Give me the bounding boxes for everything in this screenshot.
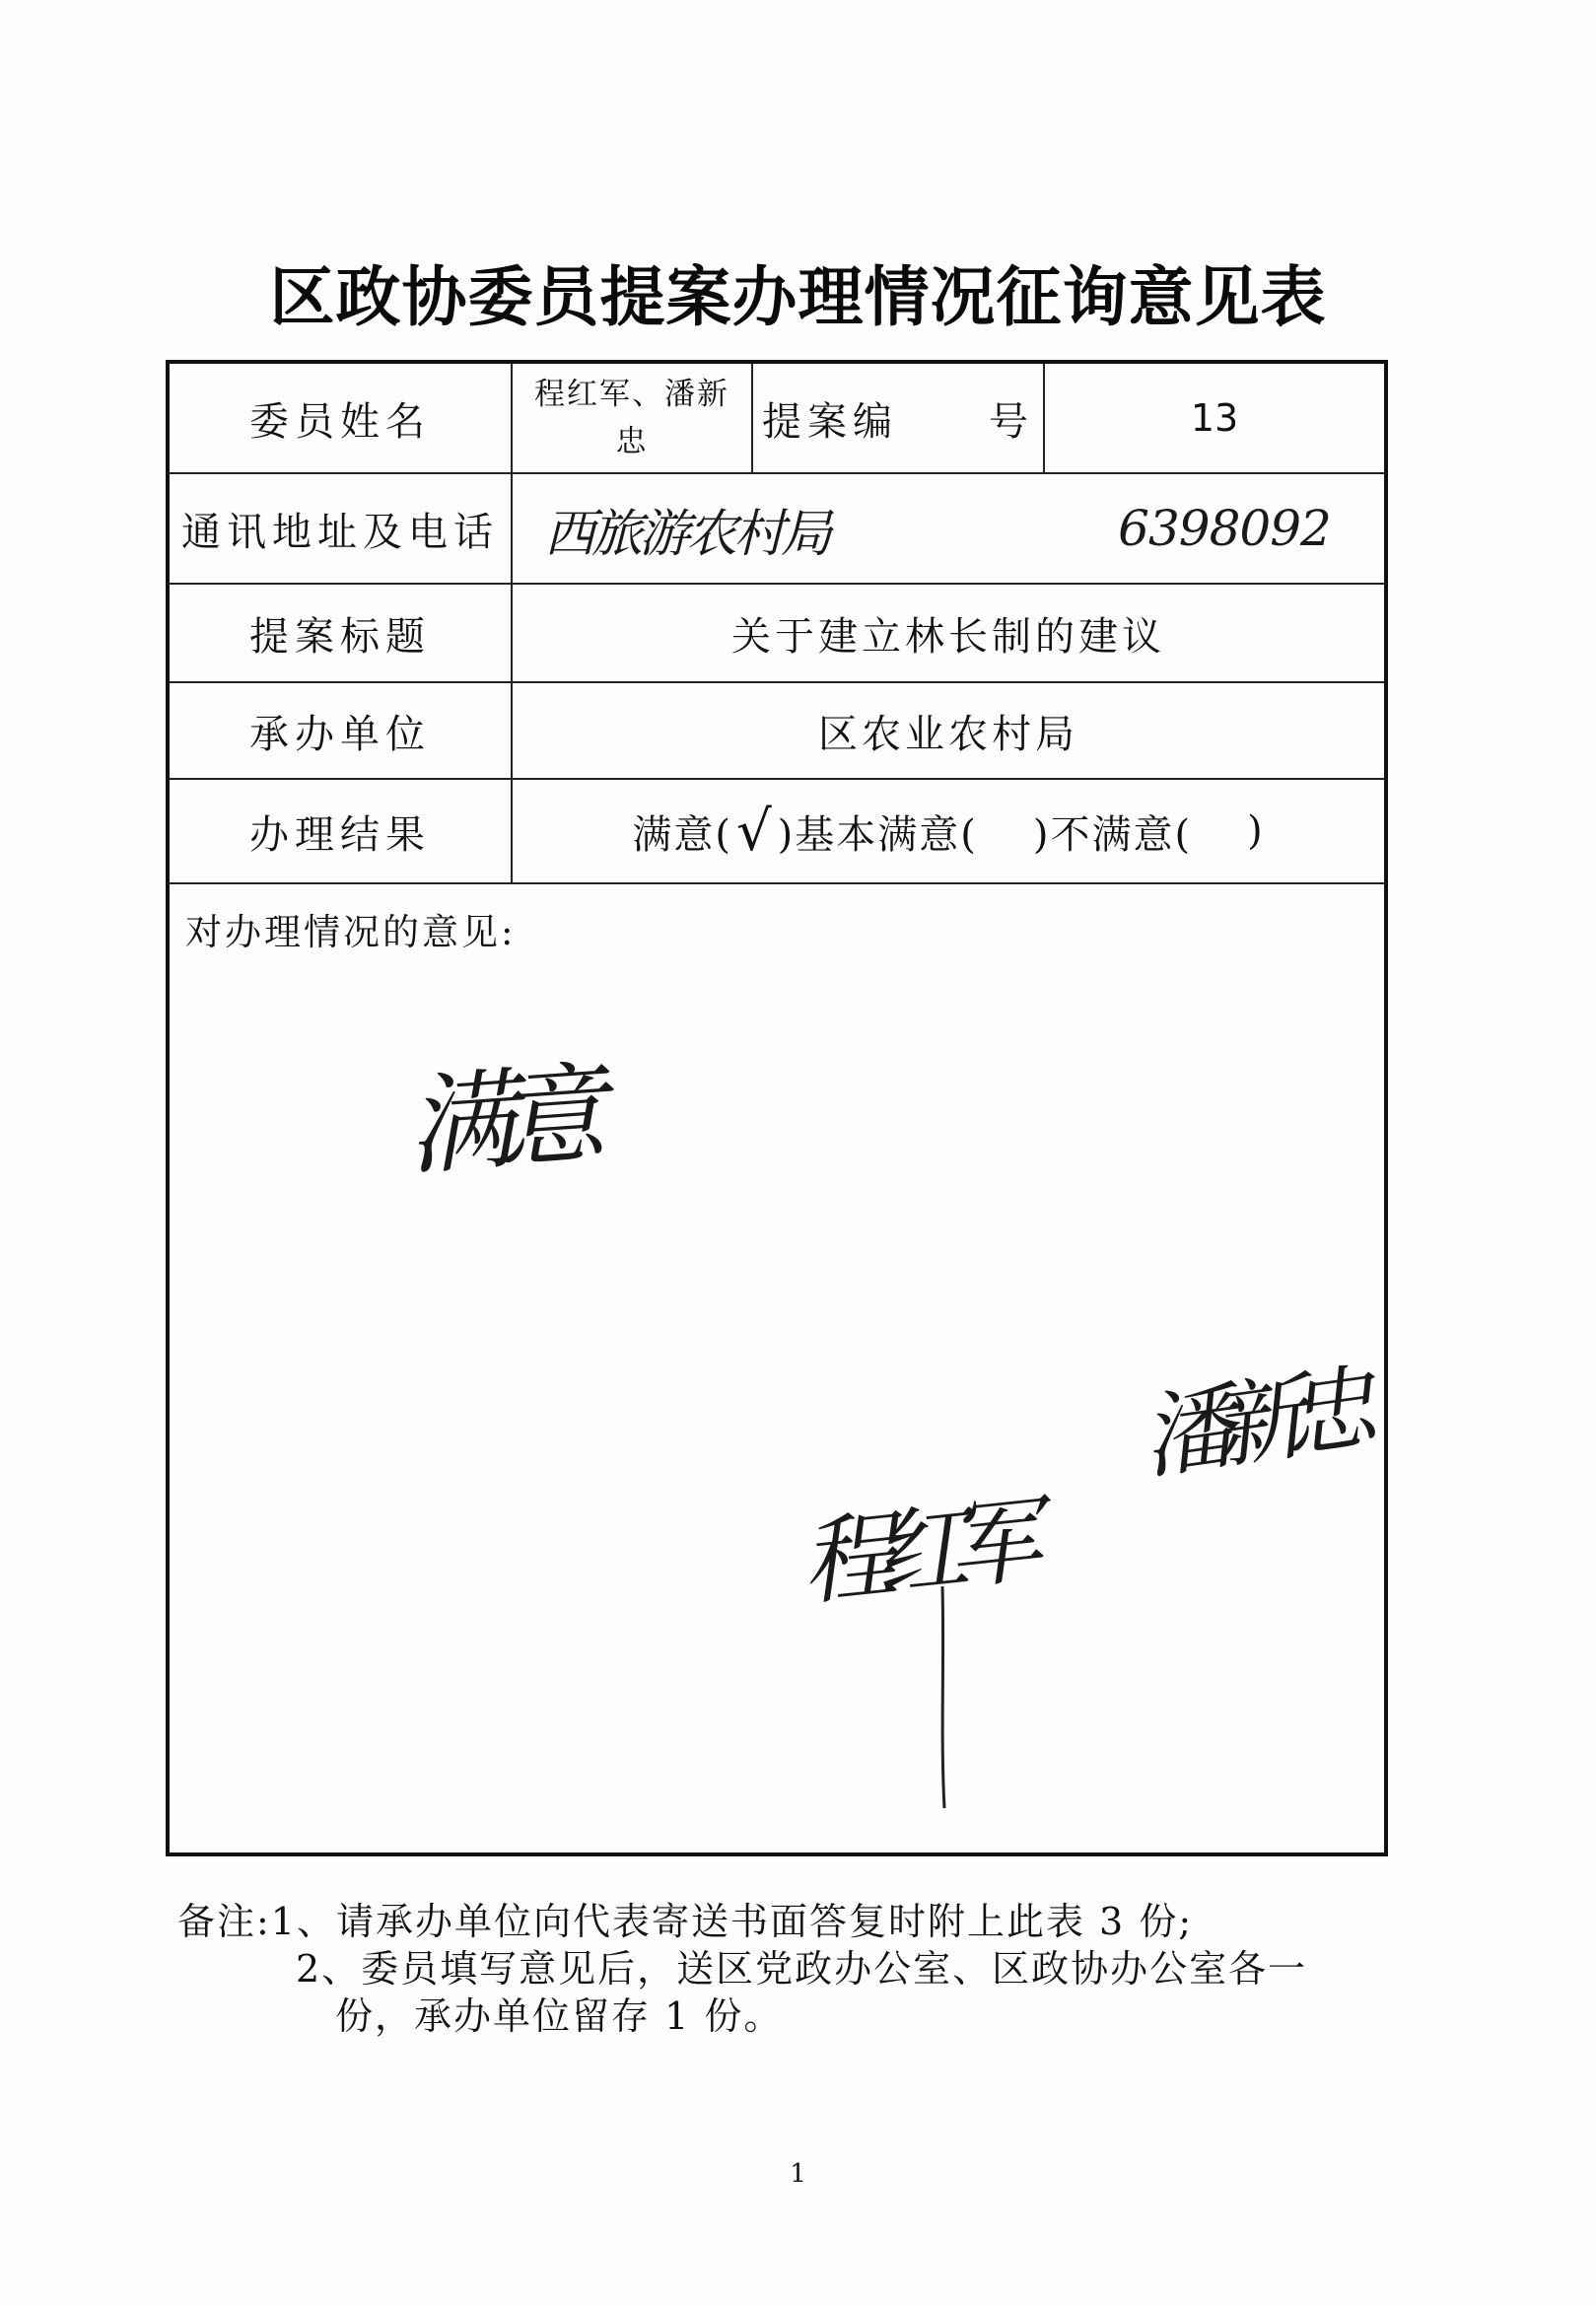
opinion-label: 对办理情况的意见: bbox=[185, 911, 517, 953]
page-number: 1 bbox=[790, 2159, 806, 2189]
proposal-number-value: 13 bbox=[1190, 396, 1239, 440]
page-title: 区政协委员提案办理情况征询意见表 bbox=[269, 259, 1327, 335]
remarks-line-1: 备注:1、请承办单位向代表寄送书面答复时附上此表 3 份; bbox=[177, 1900, 1194, 1943]
member-name-line-2: 忠 bbox=[615, 424, 649, 459]
opinion-handwritten: 满意 bbox=[402, 1051, 592, 1191]
signature-stroke bbox=[931, 1586, 960, 1813]
proposal-number-label: 提案编 号 bbox=[762, 398, 1034, 445]
result-basic-satisfied: )基本满意( bbox=[777, 811, 978, 858]
handling-unit-value: 区农业农村局 bbox=[818, 711, 1078, 757]
form-table bbox=[166, 360, 1388, 1856]
remarks-line-3: 份，承办单位留存 1 份。 bbox=[177, 1994, 784, 2038]
remarks bbox=[177, 1898, 1307, 2040]
result-options bbox=[513, 780, 1384, 882]
handling-unit-label: 承办单位 bbox=[249, 711, 431, 757]
result-unsatisfied: )不满意( bbox=[1032, 811, 1193, 858]
member-name-label: 委员姓名 bbox=[249, 398, 431, 445]
proposal-title-label: 提案标题 bbox=[249, 613, 431, 660]
contact-address-handwritten: 西旅游农村局 bbox=[544, 504, 829, 564]
result-label: 办理结果 bbox=[249, 811, 431, 858]
member-name-line-1: 程红军、潘新 bbox=[534, 377, 729, 412]
result-check-mark: √ bbox=[735, 799, 774, 864]
contact-label: 通讯地址及电话 bbox=[181, 509, 499, 555]
result-satisfied: 满意( bbox=[632, 811, 732, 858]
proposal-title-value: 关于建立林长制的建议 bbox=[731, 613, 1165, 660]
contact-phone-handwritten: 6398092 bbox=[1118, 500, 1331, 557]
signature-pan: 潘新忠 bbox=[1135, 1357, 1361, 1494]
remarks-line-2: 2、委员填写意见后，送区党政办公室、区政协办公室各一 bbox=[177, 1947, 1308, 1991]
member-name-value bbox=[513, 364, 751, 472]
result-close-paren: ) bbox=[1247, 808, 1265, 854]
signature-cheng: 程红军 bbox=[796, 1486, 1026, 1620]
